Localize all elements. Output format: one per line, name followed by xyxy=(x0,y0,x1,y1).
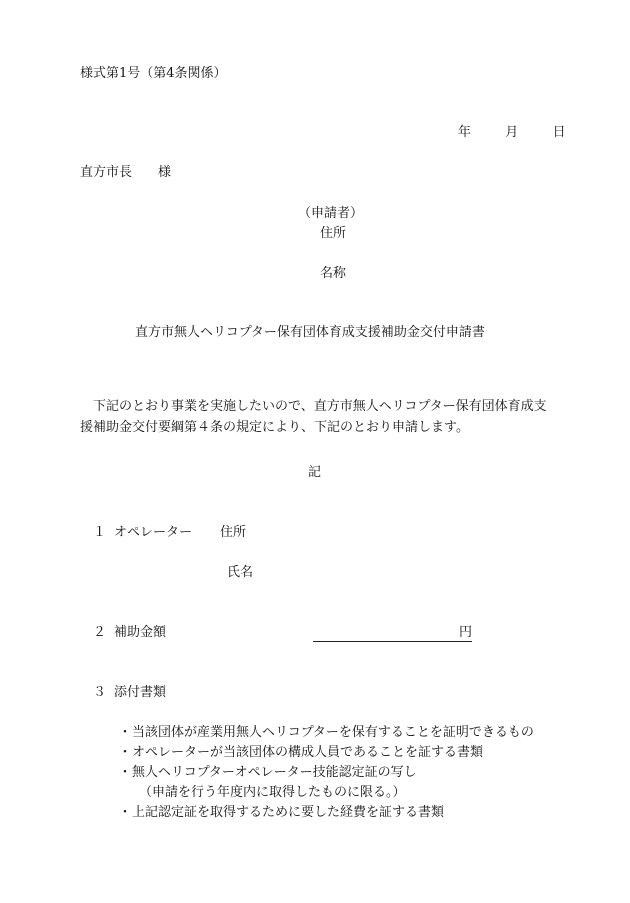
section2-label: 補助金額 xyxy=(114,625,167,640)
section1-label: オペレーター xyxy=(114,525,193,540)
list-item-note xyxy=(118,783,534,803)
list-item xyxy=(118,763,534,783)
bullet: ・ xyxy=(118,805,132,820)
attachment-item-2: オペレーターが当該団体の構成人員であることを証する書類 xyxy=(132,745,484,760)
bullet: ・ xyxy=(118,765,132,780)
form-number: 様式第1号（第4条関係） xyxy=(80,66,227,81)
section1-number: １ xyxy=(93,525,107,540)
attachment-item-1: 当該団体が産業用無人ヘリコプターを保有することを証明できるもの xyxy=(132,725,534,740)
attachment-item-3: 無人ヘリコプターオペレーター技能認定証の写し xyxy=(132,765,417,780)
bullet: ・ xyxy=(118,745,132,760)
operator-address-label: 住所 xyxy=(220,525,247,540)
applicant-name-label: 名称 xyxy=(320,266,347,281)
applicant-address-label: 住所 xyxy=(320,226,347,241)
addressee: 直方市長 様 xyxy=(80,165,172,180)
bullet: ・ xyxy=(118,725,132,740)
list-item xyxy=(118,803,534,823)
body-text: 下記のとおり事業を実施したいので、直方市無人ヘリコプター保有団体育成支援補助金交付要綱第４条の規定により、下記のとおり申請します。 xyxy=(80,399,547,435)
list-item xyxy=(118,743,534,763)
section3-number: ３ xyxy=(93,685,107,700)
date-month: 月 xyxy=(505,125,519,140)
ki-heading: 記 xyxy=(308,465,322,480)
subsidy-amount-field[interactable] xyxy=(313,624,472,642)
amount-unit: 円 xyxy=(458,625,472,640)
date-year: 年 xyxy=(458,125,472,140)
document-title: 直方市無人ヘリコプター保有団体育成支援補助金交付申請書 xyxy=(135,325,485,340)
section2-number: ２ xyxy=(93,625,107,640)
attachment-list xyxy=(118,723,534,823)
applicant-label: （申請者） xyxy=(298,206,364,221)
date-day: 日 xyxy=(552,125,566,140)
operator-name-label: 氏名 xyxy=(227,565,254,580)
section3-label: 添付書類 xyxy=(114,685,167,700)
attachment-item-4: 上記認定証を取得するために要した経費を証する書類 xyxy=(132,805,445,820)
attachment-item-3-note: （申請を行う年度内に取得したものに限る。） xyxy=(139,785,406,800)
list-item xyxy=(118,723,534,743)
date-line xyxy=(458,124,566,142)
